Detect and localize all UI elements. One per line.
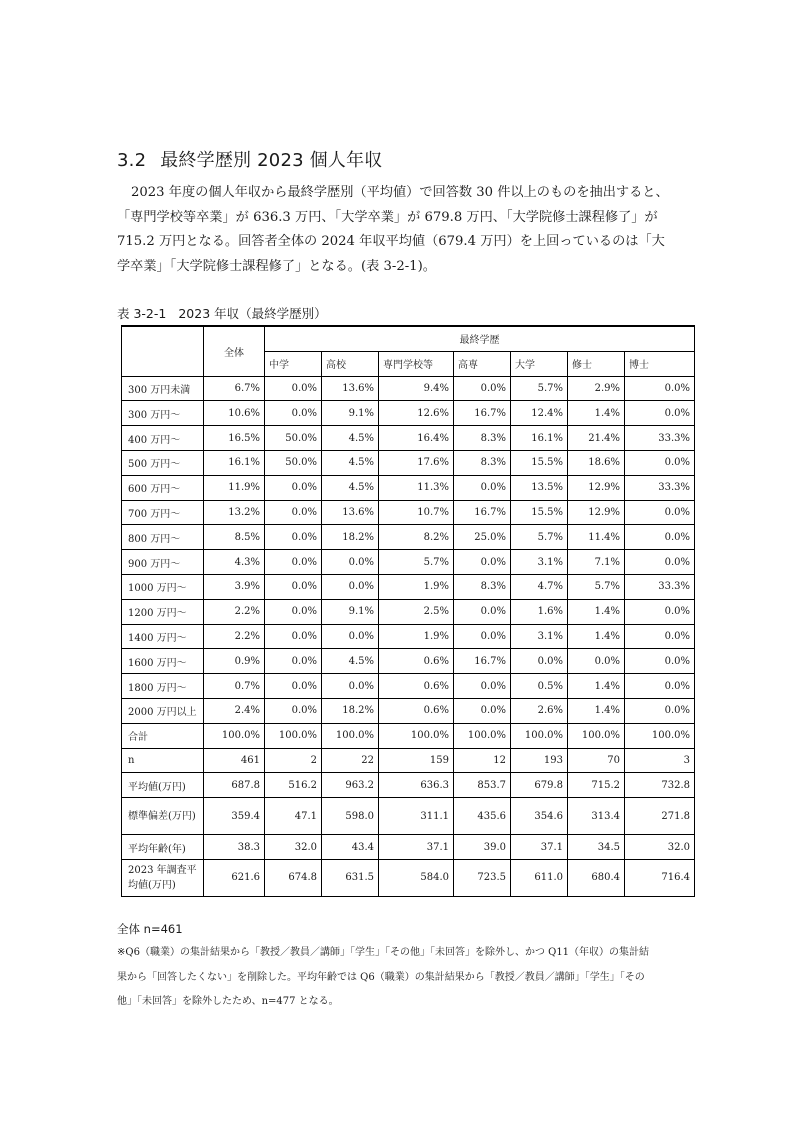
row-label: 300 万円～	[122, 401, 204, 426]
table-cell: 0.0%	[625, 376, 695, 401]
table-cell: 0.0%	[625, 649, 695, 674]
table-cell: 8.3%	[454, 450, 511, 475]
table-cell: 15.5%	[511, 500, 568, 525]
table-cell: 853.7	[454, 773, 511, 798]
table-cell: 0.0%	[625, 525, 695, 550]
table-cell: 0.0%	[454, 550, 511, 575]
table-cell: 1.6%	[511, 599, 568, 624]
table-cell: 10.7%	[379, 500, 454, 525]
table-cell: 461	[204, 748, 265, 773]
table-cell: 0.0%	[265, 475, 322, 500]
table-cell: 715.2	[568, 773, 625, 798]
section-title: 最終学歴別 2023 個人年収	[160, 150, 383, 171]
table-cell: 0.0%	[625, 500, 695, 525]
column-header: 中学	[265, 351, 322, 376]
sample-size: 全体 n=461	[117, 922, 183, 936]
table-cell: 18.2%	[322, 698, 379, 723]
corner-cell	[122, 326, 204, 376]
table-row	[122, 401, 695, 426]
table-cell: 0.0%	[454, 698, 511, 723]
table-cell: 33.3%	[625, 426, 695, 451]
row-label: 700 万円～	[122, 500, 204, 525]
table-cell: 631.5	[322, 859, 379, 896]
table-cell: 16.1%	[204, 450, 265, 475]
table-cell: 584.0	[379, 859, 454, 896]
table-cell: 0.0%	[454, 475, 511, 500]
body-paragraph	[117, 181, 697, 279]
header-group: 最終学歴	[265, 326, 695, 351]
table-cell: 50.0%	[265, 426, 322, 451]
column-header: 大学	[511, 351, 568, 376]
table-cell: 16.5%	[204, 426, 265, 451]
table-cell: 193	[511, 748, 568, 773]
table-cell: 4.5%	[322, 426, 379, 451]
table-cell: 0.0%	[625, 401, 695, 426]
table-cell: 11.9%	[204, 475, 265, 500]
table-cell: 0.0%	[322, 624, 379, 649]
table-cell: 4.5%	[322, 649, 379, 674]
table-cell: 16.7%	[454, 500, 511, 525]
paragraph-line: 715.2 万円となる。回答者全体の 2024 年収平均値（679.4 万円）を上回っているのは「大	[117, 234, 665, 250]
column-header: 高校	[322, 351, 379, 376]
table-cell: 1.4%	[568, 401, 625, 426]
table-cell: 0.0%	[625, 624, 695, 649]
table-cell: 32.0	[265, 835, 322, 860]
table-row	[122, 475, 695, 500]
table-cell: 13.6%	[322, 376, 379, 401]
table-cell: 2.2%	[204, 599, 265, 624]
table-cell: 311.1	[379, 798, 454, 835]
table-footer	[117, 921, 707, 1015]
table-row	[122, 376, 695, 401]
table-row	[122, 698, 695, 723]
table-cell: 5.7%	[568, 574, 625, 599]
table-cell: 8.3%	[454, 426, 511, 451]
table-cell: 39.0	[454, 835, 511, 860]
income-table	[121, 325, 695, 897]
table-cell: 100.0%	[322, 723, 379, 748]
row-label: 600 万円～	[122, 475, 204, 500]
row-label: 合計	[122, 723, 204, 748]
table-cell: 732.8	[625, 773, 695, 798]
table-cell: 1.9%	[379, 624, 454, 649]
row-label: 1800 万円～	[122, 674, 204, 699]
table-cell: 0.7%	[204, 674, 265, 699]
table-cell: 1.4%	[568, 698, 625, 723]
table-cell: 0.0%	[265, 674, 322, 699]
table-cell: 11.3%	[379, 475, 454, 500]
table-cell: 9.4%	[379, 376, 454, 401]
table-cell: 621.6	[204, 859, 265, 896]
table-row	[122, 773, 695, 798]
table-cell: 1.4%	[568, 624, 625, 649]
table-cell: 12.6%	[379, 401, 454, 426]
table-cell: 674.8	[265, 859, 322, 896]
table-cell: 33.3%	[625, 475, 695, 500]
header-total: 全体	[204, 326, 265, 376]
table-row	[122, 624, 695, 649]
table-cell: 0.0%	[322, 550, 379, 575]
table-cell: 0.0%	[265, 574, 322, 599]
table-cell: 4.5%	[322, 475, 379, 500]
table-cell: 0.0%	[265, 500, 322, 525]
table-cell: 0.0%	[625, 674, 695, 699]
table-cell: 34.5	[568, 835, 625, 860]
table-cell: 13.5%	[511, 475, 568, 500]
table-cell: 5.7%	[379, 550, 454, 575]
table-cell: 687.8	[204, 773, 265, 798]
table-cell: 2	[265, 748, 322, 773]
table-cell: 680.4	[568, 859, 625, 896]
paragraph-line: 2023 年度の個人年収から最終学歴別（平均値）で回答数 30 件以上のものを抽出すると、	[131, 185, 669, 200]
table-row	[122, 649, 695, 674]
table-cell: 4.7%	[511, 574, 568, 599]
table-cell: 8.5%	[204, 525, 265, 550]
table-cell: 25.0%	[454, 525, 511, 550]
row-label: 500 万円～	[122, 450, 204, 475]
table-cell: 723.5	[454, 859, 511, 896]
table-cell: 11.4%	[568, 525, 625, 550]
table-caption	[117, 304, 327, 322]
row-label: 平均年齢(年)	[122, 835, 204, 860]
table-cell: 0.5%	[511, 674, 568, 699]
table-cell: 636.3	[379, 773, 454, 798]
row-label: 1400 万円～	[122, 624, 204, 649]
table-cell: 3.9%	[204, 574, 265, 599]
table-cell: 359.4	[204, 798, 265, 835]
table-cell: 3.1%	[511, 624, 568, 649]
table-cell: 0.0%	[625, 450, 695, 475]
table-cell: 100.0%	[511, 723, 568, 748]
paragraph-line: 学卒業」「大学院修士課程修了」となる。(表 3-2-1)。	[117, 258, 436, 274]
table-title: 2023 年収（最終学歴別）	[178, 306, 327, 321]
table-cell: 0.6%	[379, 674, 454, 699]
table-cell: 16.4%	[379, 426, 454, 451]
table-cell: 159	[379, 748, 454, 773]
table-cell: 1.4%	[568, 674, 625, 699]
table-cell: 43.4	[322, 835, 379, 860]
table-cell: 2.9%	[568, 376, 625, 401]
row-label: 1600 万円～	[122, 649, 204, 674]
table-row	[122, 450, 695, 475]
table-cell: 0.0%	[568, 649, 625, 674]
table-cell: 100.0%	[454, 723, 511, 748]
column-header: 高専	[454, 351, 511, 376]
table-cell: 47.1	[265, 798, 322, 835]
table-cell: 16.7%	[454, 401, 511, 426]
table-cell: 9.1%	[322, 599, 379, 624]
table-cell: 0.0%	[265, 599, 322, 624]
table-row	[122, 574, 695, 599]
table-cell: 16.1%	[511, 426, 568, 451]
row-label: 平均値(万円)	[122, 773, 204, 798]
row-label: 300 万円未満	[122, 376, 204, 401]
table-cell: 0.0%	[454, 599, 511, 624]
table-cell: 0.0%	[511, 649, 568, 674]
table-cell: 0.0%	[265, 624, 322, 649]
row-label: 1000 万円～	[122, 574, 204, 599]
table-cell: 100.0%	[625, 723, 695, 748]
table-cell: 7.1%	[568, 550, 625, 575]
table-cell: 15.5%	[511, 450, 568, 475]
table-cell: 18.6%	[568, 450, 625, 475]
table-cell: 0.0%	[265, 401, 322, 426]
table-cell: 8.2%	[379, 525, 454, 550]
table-cell: 0.0%	[265, 550, 322, 575]
section-heading	[117, 146, 383, 172]
table-cell: 3	[625, 748, 695, 773]
table-cell: 611.0	[511, 859, 568, 896]
row-label: 標準偏差(万円)	[122, 798, 204, 835]
table-cell: 0.6%	[379, 649, 454, 674]
table-cell: 0.0%	[454, 624, 511, 649]
table-cell: 0.0%	[454, 376, 511, 401]
table-cell: 100.0%	[379, 723, 454, 748]
table-cell: 10.6%	[204, 401, 265, 426]
table-cell: 1.4%	[568, 599, 625, 624]
table-cell: 37.1	[511, 835, 568, 860]
table-cell: 716.4	[625, 859, 695, 896]
paragraph-line: 「専門学校等卒業」が 636.3 万円、「大学卒業」が 679.8 万円、「大学院修士課程修了」が	[117, 209, 658, 225]
row-label: 1200 万円～	[122, 599, 204, 624]
table-cell: 0.6%	[379, 698, 454, 723]
table-cell: 100.0%	[204, 723, 265, 748]
table-cell: 271.8	[625, 798, 695, 835]
row-label: 800 万円～	[122, 525, 204, 550]
table-cell: 21.4%	[568, 426, 625, 451]
table-cell: 4.3%	[204, 550, 265, 575]
table-cell: 6.7%	[204, 376, 265, 401]
table-row	[122, 525, 695, 550]
table-cell: 5.7%	[511, 376, 568, 401]
table-cell: 598.0	[322, 798, 379, 835]
table-cell: 12.9%	[568, 475, 625, 500]
table-cell: 12	[454, 748, 511, 773]
column-header: 専門学校等	[379, 351, 454, 376]
table-cell: 3.1%	[511, 550, 568, 575]
table-cell: 33.3%	[625, 574, 695, 599]
table-row	[122, 500, 695, 525]
column-header: 博士	[625, 351, 695, 376]
table-cell: 12.4%	[511, 401, 568, 426]
footnote-line: ※Q6（職業）の集計結果から「教授／教員／講師」「学生」「その他」「未回答」を除外し、かつ Q11（年収）の集計結	[117, 947, 650, 958]
table-row	[122, 859, 695, 896]
table-cell: 0.0%	[625, 599, 695, 624]
table-cell: 0.9%	[204, 649, 265, 674]
table-cell: 354.6	[511, 798, 568, 835]
table-cell: 963.2	[322, 773, 379, 798]
table-cell: 0.0%	[322, 574, 379, 599]
column-header: 修士	[568, 351, 625, 376]
table-row	[122, 599, 695, 624]
table-cell: 0.0%	[265, 376, 322, 401]
table-row	[122, 723, 695, 748]
table-cell: 37.1	[379, 835, 454, 860]
table-row	[122, 674, 695, 699]
footnote-line: 他」「未回答」を除外したため、n=477 となる。	[117, 996, 339, 1007]
table-row	[122, 550, 695, 575]
table-cell: 2.4%	[204, 698, 265, 723]
table-cell: 18.2%	[322, 525, 379, 550]
table-cell: 22	[322, 748, 379, 773]
row-label: n	[122, 748, 204, 773]
section-number: 3.2	[117, 150, 147, 171]
row-label: 2000 万円以上	[122, 698, 204, 723]
table-cell: 0.0%	[454, 674, 511, 699]
table-cell: 0.0%	[265, 649, 322, 674]
row-label: 2023 年調査平均値(万円)	[122, 859, 204, 896]
table-cell: 2.5%	[379, 599, 454, 624]
table-cell: 32.0	[625, 835, 695, 860]
table-cell: 9.1%	[322, 401, 379, 426]
table-row	[122, 798, 695, 835]
table-cell: 17.6%	[379, 450, 454, 475]
table-cell: 2.6%	[511, 698, 568, 723]
table-cell: 5.7%	[511, 525, 568, 550]
table-cell: 50.0%	[265, 450, 322, 475]
table-cell: 0.0%	[265, 525, 322, 550]
table-cell: 0.0%	[322, 674, 379, 699]
table-cell: 13.2%	[204, 500, 265, 525]
table-cell: 313.4	[568, 798, 625, 835]
row-label: 400 万円～	[122, 426, 204, 451]
row-label: 900 万円～	[122, 550, 204, 575]
table-row	[122, 426, 695, 451]
table-cell: 2.2%	[204, 624, 265, 649]
table-cell: 679.8	[511, 773, 568, 798]
table-cell: 38.3	[204, 835, 265, 860]
table-number: 表 3-2-1	[117, 306, 167, 321]
table-cell: 1.9%	[379, 574, 454, 599]
table-cell: 0.0%	[625, 698, 695, 723]
table-cell: 0.0%	[625, 550, 695, 575]
table-row	[122, 748, 695, 773]
table-cell: 8.3%	[454, 574, 511, 599]
table-row	[122, 835, 695, 860]
table-cell: 70	[568, 748, 625, 773]
table-cell: 16.7%	[454, 649, 511, 674]
table-cell: 516.2	[265, 773, 322, 798]
footnote-line: 果から「回答したくない」を削除した。平均年齢では Q6（職業）の集計結果から「教授／教員／講師」「学生」「その	[117, 971, 645, 983]
table-cell: 435.6	[454, 798, 511, 835]
table-cell: 100.0%	[265, 723, 322, 748]
table-cell: 4.5%	[322, 450, 379, 475]
table-cell: 100.0%	[568, 723, 625, 748]
table-cell: 0.0%	[265, 698, 322, 723]
table-cell: 13.6%	[322, 500, 379, 525]
table-cell: 12.9%	[568, 500, 625, 525]
